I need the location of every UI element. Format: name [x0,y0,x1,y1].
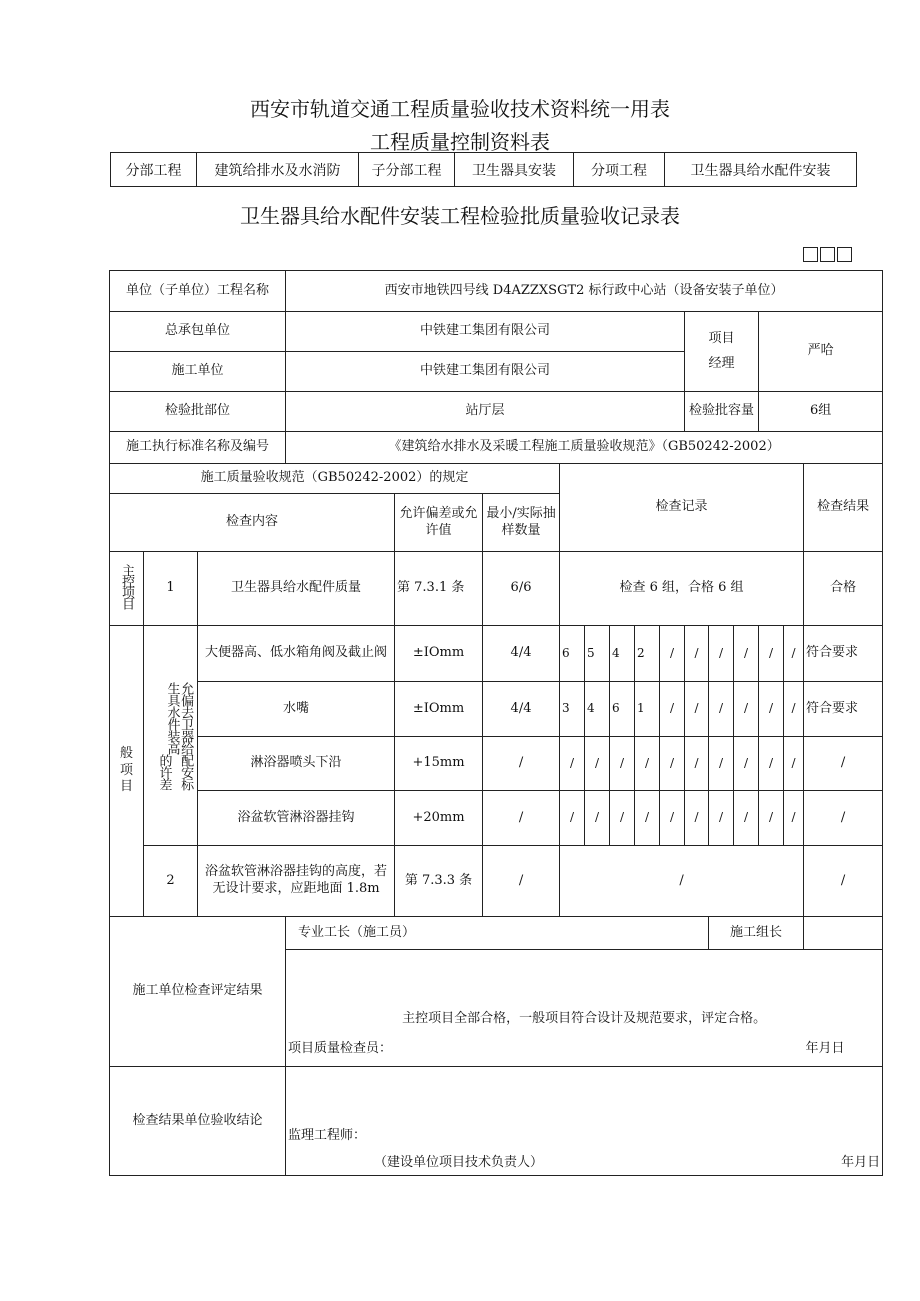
record-val: / [709,682,734,737]
general-row2-sample: / [483,846,560,917]
pm-label-line: 项目 [708,330,735,346]
general-sample-1: 4/4 [483,626,560,682]
batch-part-label: 检验批部位 [110,392,286,432]
main-control-text: 主控项目 [119,563,134,608]
record-val: / [734,682,759,737]
batch-capacity-value: 6组 [759,392,883,432]
record-val: / [560,791,585,846]
record-val: / [734,737,759,791]
general-item-2: 水嘴 [198,682,395,737]
record-val: / [709,626,734,682]
record-val: / [560,737,585,791]
standard-label: 施工执行标准名称及编号 [110,432,286,464]
record-val: / [709,737,734,791]
record-val: / [784,791,804,846]
general-row2-record: / [560,846,804,917]
general-result-1: 符合要求 [804,626,883,682]
group-text-c: 允偏去卫器给配安标 [178,681,194,790]
general-contractor-label: 总承包单位 [110,312,286,352]
construction-unit-value: 中铁建工集团有限公司 [286,352,685,392]
record-val: 1 [635,682,660,737]
record-val: / [685,682,709,737]
supervision-engineer-label: 监理工程师： [286,1122,883,1152]
foreman-label: 专业工长（施工员） [286,917,709,950]
record-val: / [660,737,685,791]
record-val: / [585,791,610,846]
general-result-3: / [804,737,883,791]
record-val: / [709,791,734,846]
record-val: 6 [610,682,635,737]
general-tol-3: +15mm [395,737,483,791]
general-tol-1: ±IOmm [395,626,483,682]
main-control-record: 检查 6 组，合格 6 组 [560,552,804,626]
record-table [109,270,883,1176]
record-val: 4 [610,626,635,682]
header-cell: 建筑给排水及水消防 [197,153,359,187]
record-val: / [784,682,804,737]
record-val: 6 [560,626,585,682]
record-val: / [759,737,784,791]
general-result-4: / [804,791,883,846]
team-leader-label: 施工组长 [709,917,804,950]
checkbox[interactable] [837,247,852,262]
header-cell: 卫生器具给水配件安装 [665,153,857,187]
general-label [110,626,144,917]
construction-eval-date: 年月日 [804,1034,883,1067]
record-val: / [734,626,759,682]
record-val: / [685,626,709,682]
record-val: / [660,682,685,737]
batch-capacity-label: 检验批容量 [685,392,759,432]
project-manager-label [685,312,759,392]
general-result-2: 符合要求 [804,682,883,737]
record-val: / [784,737,804,791]
record-val: / [610,791,635,846]
record-title: 卫生器具给水配件安装工程检验批质量验收记录表 [240,204,680,228]
main-control-label [110,552,144,626]
document-subtitle: 工程质量控制资料表 [370,130,550,154]
unit-value: 西安市地铁四号线 D4AZZXSGT2 标行政中心站（设备安装子单位） [286,271,883,312]
general-row2-num: 2 [144,846,198,917]
general-contractor-value: 中铁建工集团有限公司 [286,312,685,352]
general-sample-4: / [483,791,560,846]
check-record-header: 检查记录 [560,464,804,552]
checkbox[interactable] [820,247,835,262]
record-val: / [635,791,660,846]
record-val: / [660,791,685,846]
group-text-a: 生具水件装高 [164,681,180,754]
main-control-result: 合格 [804,552,883,626]
general-sample-2: 4/4 [483,682,560,737]
group-text-b: 的许差 [156,753,172,790]
general-item-4: 浴盆软管淋浴器挂钩 [198,791,395,846]
record-val: / [784,626,804,682]
general-row2-item: 浴盆软管淋浴器挂钩的高度，若无设计要求，应距地面 1.8m [198,846,395,917]
construction-unit-label: 施工单位 [110,352,286,392]
check-result-header: 检查结果 [804,464,883,552]
record-val: / [610,737,635,791]
main-control-num: 1 [144,552,198,626]
header-cell: 分部工程 [111,153,197,187]
check-content-header: 检查内容 [110,494,395,552]
quality-inspector-label: 项目质量检查员： [286,1034,804,1067]
supervision-date: 年月日 [804,1152,883,1176]
record-val: / [660,626,685,682]
header-cell: 卫生器具安装 [455,153,574,187]
general-row2-result: / [804,846,883,917]
record-val: / [759,626,784,682]
supervision-label: 检查结果单位验收结论 [110,1067,286,1176]
general-row2-clause: 第 7.3.3 条 [395,846,483,917]
construction-eval-conclusion: 主控项目全部合格，一般项目符合设计及规范要求，评定合格。 [286,950,883,1034]
tolerance-header: 允许偏差或允许值 [395,494,483,552]
checkbox[interactable] [803,247,818,262]
owner-technical-lead-label: （建设单位项目技术负责人） [286,1152,804,1176]
unit-label: 单位（子单位）工程名称 [110,271,286,312]
standard-value: 《建筑给水排水及采暖工程施工质量验收规范》（GB50242-2002） [286,432,883,464]
general-tol-2: ±IOmm [395,682,483,737]
record-val: 4 [585,682,610,737]
header-table [110,152,857,187]
header-cell: 分项工程 [574,153,665,187]
batch-part-value: 站厅层 [286,392,685,432]
record-val: / [734,791,759,846]
team-leader-value [804,917,883,950]
document-title: 西安市轨道交通工程质量验收技术资料统一用表 [250,97,670,121]
main-control-sample: 6/6 [483,552,560,626]
general-item-3: 淋浴器喷头下沿 [198,737,395,791]
general-tol-4: +20mm [395,791,483,846]
construction-eval-label: 施工单位检查评定结果 [110,917,286,1067]
record-val: 5 [585,626,610,682]
record-val: 2 [635,626,660,682]
main-control-clause: 第 7.3.1 条 [395,552,483,626]
pm-label-line: 经理 [708,355,735,371]
record-val: / [685,791,709,846]
record-val: / [759,791,784,846]
record-val: / [585,737,610,791]
header-cell: 子分部工程 [359,153,455,187]
general-text: 般项目 [119,745,133,795]
project-manager-value: 严哈 [759,312,883,392]
main-control-item: 卫生器具给水配件质量 [198,552,395,626]
record-val: / [635,737,660,791]
general-item-1: 大便器高、低水箱角阀及截止阀 [198,626,395,682]
sample-header: 最小/实际抽样数量 [483,494,560,552]
installation-height-group [144,626,198,846]
supervision-blank [286,1067,883,1122]
record-val: / [759,682,784,737]
general-sample-3: / [483,737,560,791]
spec-title: 施工质量验收规范（GB50242-2002）的规定 [110,464,560,494]
record-val: 3 [560,682,585,737]
checkbox-group [803,247,852,262]
record-val: / [685,737,709,791]
